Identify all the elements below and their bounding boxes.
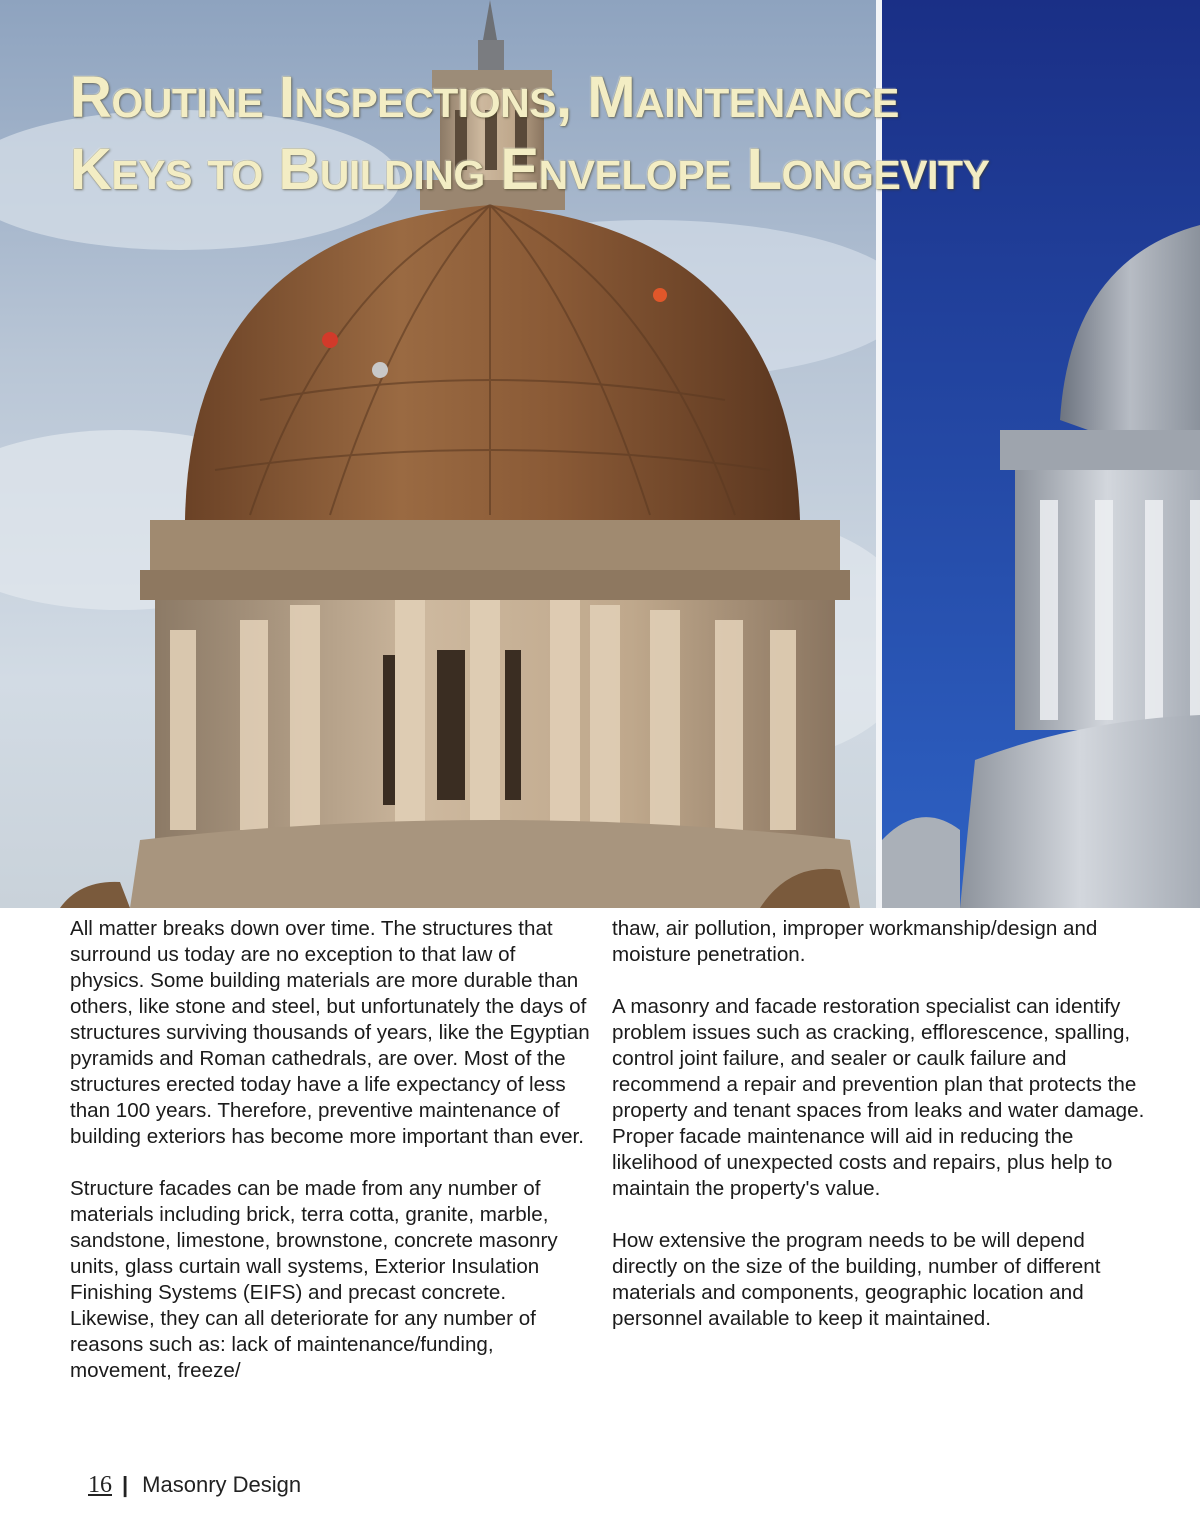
body-paragraph: All matter breaks down over time. The structures that surround us today are no exception to that law of physics. Some building materials are more durable than others, like stone and steel, but unfortunately the days of structures surviving thousands of years, like the Egyptian pyramids and Roman cathedrals, are over. Most of the structures erected today have a life expectancy of less than 100 years. Therefore, preventive maintenance of building exteriors has become more important than ever. xyxy=(70,917,590,1148)
article-title-line-2: Keys to Building Envelope Longevity xyxy=(70,137,990,202)
article-title-line-1: Routine Inspections, Maintenance xyxy=(70,65,899,130)
publication-name: Masonry Design xyxy=(142,1472,302,1497)
body-paragraph: A masonry and facade restoration specialist can identify problem issues such as cracking, efflorescence, spalling, control joint failure, and sealer or caulk failure and recommend a repair and prevention plan that protects the property and tenant spaces from leaks and water damage. Proper facade maintenance will aid in reducing the likelihood of unexpected costs and repairs, plus help to maintain the property's value. xyxy=(612,995,1145,1200)
body-paragraph: How extensive the program needs to be will depend directly on the size of the building, number of different materials and components, geographic location and personnel available to keep it maintained. xyxy=(612,1229,1101,1330)
footer-separator: | xyxy=(122,1472,129,1497)
page-footer xyxy=(88,1472,301,1502)
article-column-right xyxy=(612,916,1152,1358)
article-title xyxy=(70,62,989,206)
page-number: 16 xyxy=(88,1472,112,1498)
body-paragraph: Structure facades can be made from any number of materials including brick, terra cotta, granite, marble, sandstone, limestone, brownstone, concrete masonry units, glass curtain wall systems, Exterior Insulation Finishing Systems (EIFS) and precast concrete. Likewise, they can all deteriorate for any number of reasons such as: lack of maintenance/funding, movement, freeze/ xyxy=(70,1177,558,1382)
article-column-left xyxy=(70,916,595,1410)
body-paragraph: thaw, air pollution, improper workmanship/design and moisture penetration. xyxy=(612,917,1098,966)
